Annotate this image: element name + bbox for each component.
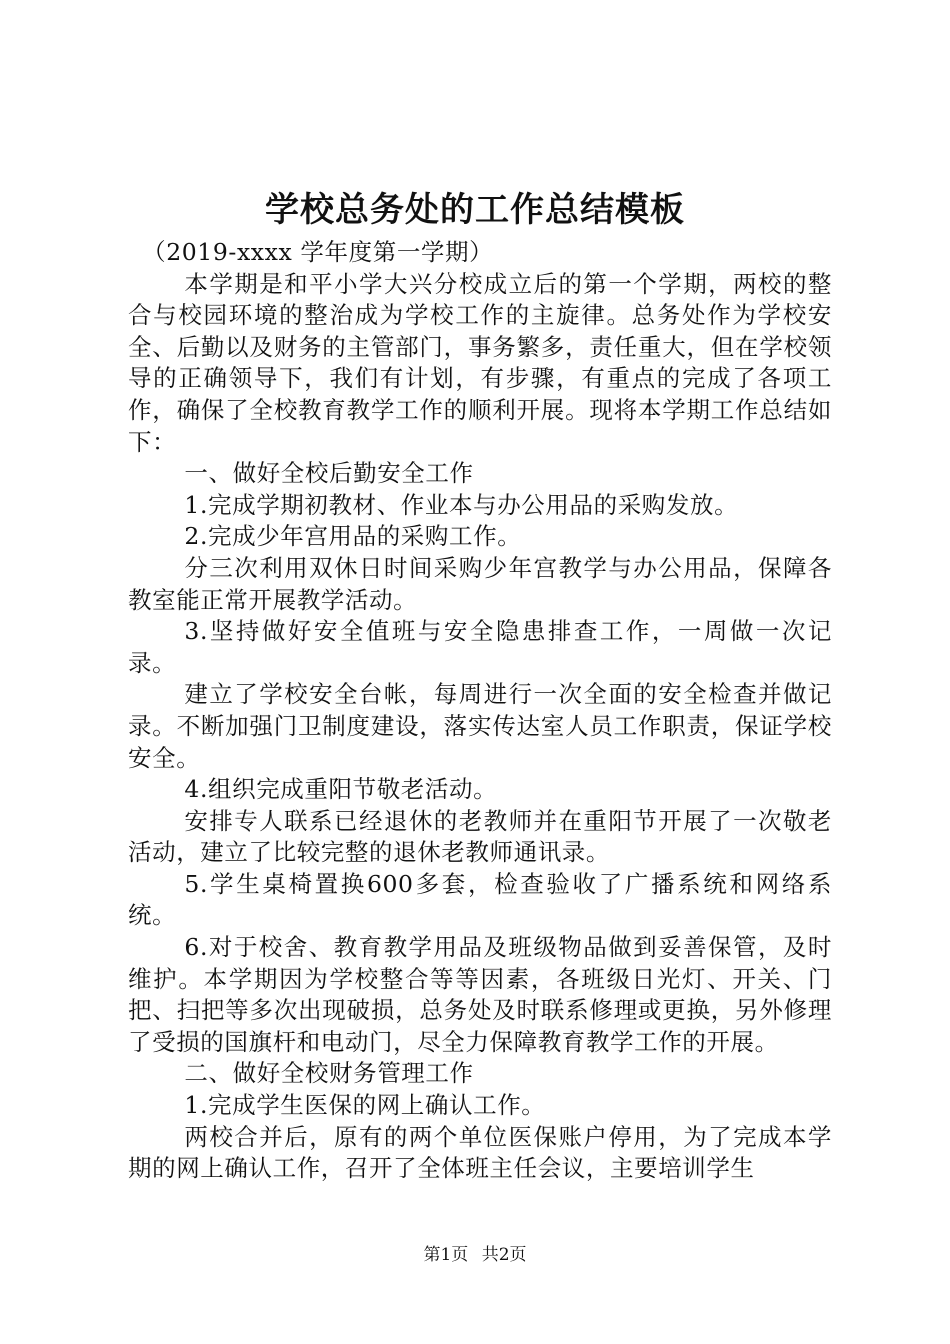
list-item-1-5: 5.学生桌椅置换600多套，检查验收了广播系统和网络系统。 <box>128 869 832 930</box>
section-heading-1: 一、做好全校后勤安全工作 <box>184 459 474 488</box>
list-item-2-1: 1.完成学生医保的网上确认工作。 <box>184 1091 546 1120</box>
list-item-1-2: 2.完成少年宫用品的采购工作。 <box>184 522 522 551</box>
page-total: 共2页 <box>481 1245 527 1265</box>
document-body <box>128 237 832 1185</box>
section-heading-2: 二、做好全校财务管理工作 <box>184 1059 474 1088</box>
paragraph-1-2-detail: 分三次利用双休日时间采购少年宫教学与办公用品，保障各教室能正常开展教学活动。 <box>128 553 832 614</box>
list-item-1-1: 1.完成学期初教材、作业本与办公用品的采购发放。 <box>184 490 739 519</box>
paragraph-2-1-detail: 两校合并后，原有的两个单位医保账户停用，为了完成本学期的网上确认工作，召开了全体班主任会议，主要培训学生 <box>128 1122 832 1183</box>
document-title: 学校总务处的工作总结模板 <box>265 190 685 230</box>
paragraph-1-3-detail: 建立了学校安全台帐，每周进行一次全面的安全检查并做记录。不断加强门卫制度建设，落实传达室人员工作职责，保证学校安全。 <box>128 680 832 772</box>
paragraph-1-4-detail: 安排专人联系已经退休的老教师并在重阳节开展了一次敬老活动，建立了比较完整的退休老教师通讯录。 <box>128 806 832 867</box>
list-item-1-6: 6.对于校舍、教育教学用品及班级物品做到妥善保管，及时维护。本学期因为学校整合等等因素，各班级日光灯、开关、门把、扫把等多次出现破损，总务处及时联系修理或更换，另外修理了受损的国旗杆和电动门，尽全力保障教育教学工作的开展。 <box>128 933 832 1056</box>
list-item-1-4: 4.组织完成重阳节敬老活动。 <box>184 775 498 804</box>
page-number: 第1页 <box>423 1245 469 1265</box>
document-subtitle: （2019-xxxx 学年度第一学期） <box>142 238 494 266</box>
paragraph-intro: 本学期是和平小学大兴分校成立后的第一个学期，两校的整合与校园环境的整治成为学校工作的主旋律。总务处作为学校安全、后勤以及财务的主管部门，事务繁多，责任重大，但在学校领导的正确领导下，我们有计划，有步骤，有重点的完成了各项工作，确保了全校教育教学工作的顺利开展。现将本学期工作总结如下： <box>128 269 832 456</box>
list-item-1-3: 3.坚持做好安全值班与安全隐患排查工作，一周做一次记录。 <box>128 617 832 677</box>
page-footer <box>0 1243 950 1267</box>
